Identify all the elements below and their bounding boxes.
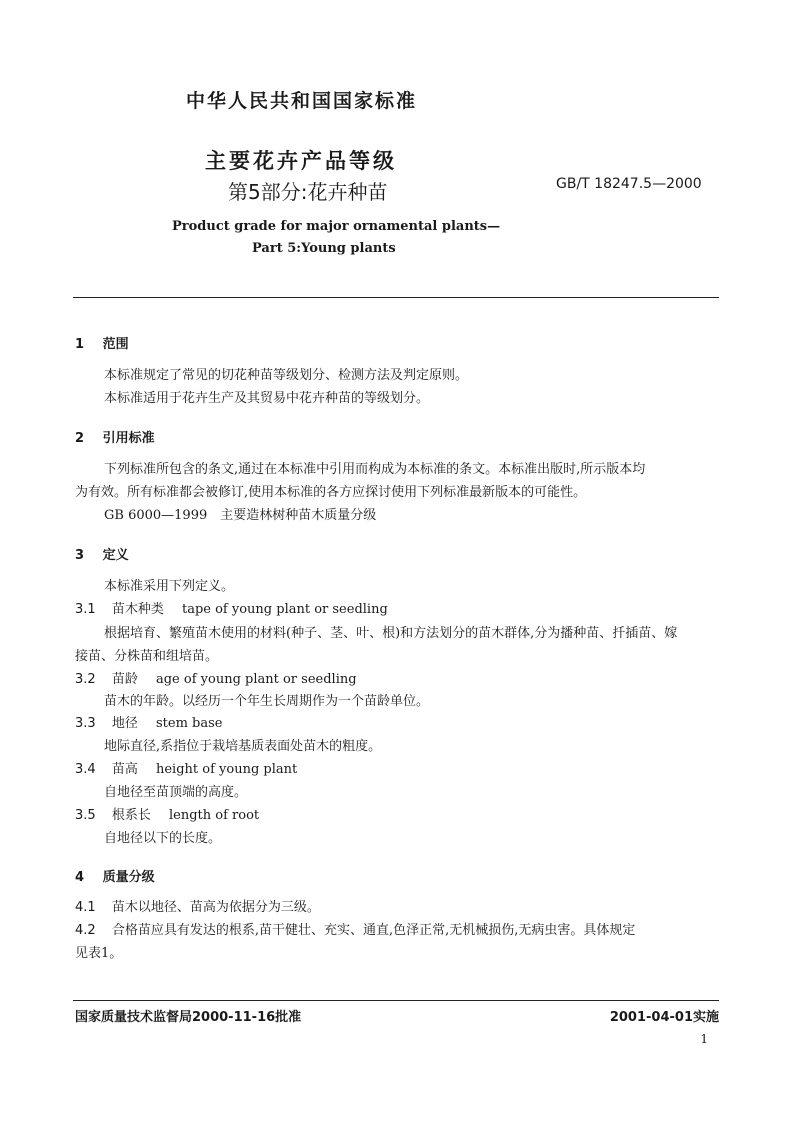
section-2-heading (75, 427, 155, 446)
footer-divider (73, 1000, 719, 1001)
definition-term-en: stem base (155, 716, 223, 731)
definition-description: 自地径至苗顶端的高度。 (104, 785, 248, 800)
definition-number: 3.3 (75, 716, 96, 731)
paragraph: 下列标准所包含的条文,通过在本标准中引用而构成为本标准的条文。本标准出版时,所示版本均 (104, 462, 646, 477)
definition-description: 根据培育、繁殖苗木使用的材料(种子、茎、叶、根)和方法划分的苗木群体,分为播种苗、扦插苗、嫁 (104, 626, 678, 641)
definition-term: 根系长 (111, 808, 151, 823)
section-3-heading (75, 544, 129, 563)
section-1-heading (75, 333, 129, 352)
clause-4-1 (75, 898, 320, 918)
clause-number: 4.2 (75, 923, 96, 938)
clause-text: 苗木以地径、苗高为依据分为三级。 (111, 900, 320, 915)
definition-term-en: age of young plant or seedling (155, 672, 357, 687)
definition-term-row (75, 760, 297, 780)
definition-term: 地径 (111, 716, 138, 731)
page-number: 1 (700, 1032, 708, 1046)
definition-number: 3.1 (75, 602, 96, 617)
definition-number: 3.5 (75, 808, 96, 823)
paragraph: 本标准适用于花卉生产及其贸易中花卉种苗的等级划分。 (104, 391, 430, 406)
standard-subtitle-en: Part 5:Young plants (252, 241, 396, 256)
standard-title-cn: 主要花卉产品等级 (205, 149, 397, 173)
definition-term-en: height of young plant (155, 762, 298, 777)
definition-description: 地际直径,系指位于栽培基质表面处苗木的粗度。 (104, 739, 382, 754)
section-4-heading (75, 866, 155, 885)
definition-number: 3.4 (75, 762, 96, 777)
section-title: 定义 (102, 548, 129, 563)
section-title: 范围 (102, 337, 129, 352)
paragraph: 为有效。所有标准都会被修订,使用本标准的各方应探讨使用下列标准最新版本的可能性。 (75, 485, 587, 500)
paragraph: 本标准规定了常见的切花种苗等级划分、检测方法及判定原则。 (104, 368, 469, 383)
definition-term-en: tape of young plant or seedling (181, 602, 388, 617)
standard-title-en: Product grade for major ornamental plants— (172, 219, 501, 234)
definition-term-row (75, 806, 259, 826)
definition-term: 苗木种类 (111, 602, 164, 617)
definition-description: 自地径以下的长度。 (104, 831, 222, 846)
section-number: 1 (75, 337, 85, 352)
definition-term-row (75, 670, 357, 690)
clause-text-continued: 见表1。 (75, 946, 123, 961)
effective-date: 2001-04-01实施 (609, 1010, 719, 1025)
definition-description: 苗木的年龄。以经历一个年生长周期作为一个苗龄单位。 (104, 694, 430, 709)
definition-term-row (75, 600, 388, 620)
definition-description: 接苗、分株苗和组培苗。 (75, 649, 219, 664)
section-number: 4 (75, 870, 85, 885)
section-title: 质量分级 (102, 870, 155, 885)
standard-code: GB/T 18247.5—2000 (556, 176, 702, 192)
definition-term-en: length of root (168, 808, 260, 823)
definition-term-row (75, 714, 222, 734)
section-title: 引用标准 (102, 431, 155, 446)
clause-number: 4.1 (75, 900, 96, 915)
header-divider (73, 297, 719, 298)
country-standard-title: 中华人民共和国国家标准 (186, 90, 418, 112)
section-number: 2 (75, 431, 85, 446)
reference-standard: GB 6000—1999 主要造林树种苗木质量分级 (104, 508, 377, 523)
standard-subtitle-cn: 第5部分:花卉种苗 (228, 180, 388, 204)
clause-text: 合格苗应具有发达的根系,苗干健壮、充实、通直,色泽正常,无机械损伤,无病虫害。具体规定 (111, 923, 636, 938)
section-number: 3 (75, 548, 85, 563)
clause-4-2 (75, 921, 635, 941)
paragraph: 本标准采用下列定义。 (104, 579, 235, 594)
definition-term: 苗高 (111, 762, 138, 777)
definition-number: 3.2 (75, 672, 96, 687)
definition-term: 苗龄 (111, 672, 138, 687)
approval-line: 国家质量技术监督局2000-11-16批准 (75, 1010, 302, 1025)
